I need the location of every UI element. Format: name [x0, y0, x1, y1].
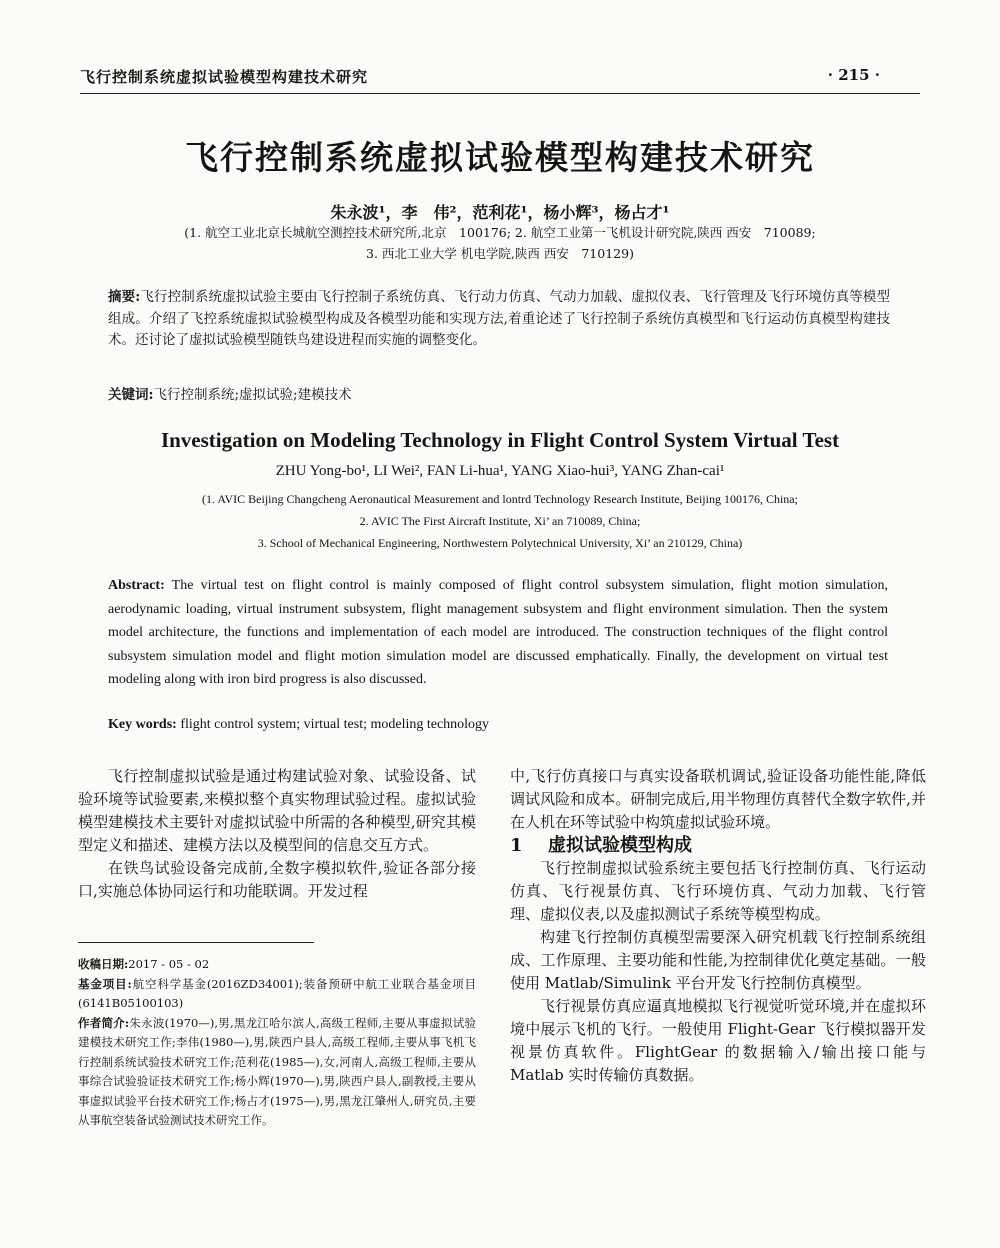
english-affiliation-line3: 3. School of Mechanical Engineering, Northwestern Polytechnical University, Xi’ an 210129, China)	[257, 536, 743, 550]
header-rule	[80, 93, 920, 94]
english-authors: ZHU Yong-bo¹, LI Wei², FAN Li-hua¹, YANG Xiao-hui³, YANG Zhan-cai¹	[275, 463, 725, 479]
chinese-authors: 朱永波¹，李 伟²，范利花¹，杨小辉³，杨占才¹	[330, 203, 670, 222]
received-text: 2017 - 05 - 02	[128, 957, 210, 971]
english-title: Investigation on Modeling Technology in Flight Control System Virtual Test	[160, 428, 840, 452]
english-abstract-text: The virtual test on flight control is mainly composed of flight control subsystem simulation, flight motion simulation, aerodynamic loading, virtual instrument subsystem, flight management subsystem and flight environment simulation. Then the system model architecture, the functions and implementation of each model are introduced. The construction techniques of the flight control subsystem simulation model and flight motion simulation model are discussed emphatically. Finally, the development on virtual test modeling along with iron bird progress is also discussed.	[108, 578, 889, 687]
fund-text: 航空科学基金(2016ZD34001);装备预研中航工业联合基金项目(6141B05100103)	[78, 976, 477, 1010]
body-paragraph: 中,飞行仿真接口与真实设备联机调试,验证设备功能性能,降低调试风险和成本。研制完成后,用半物理仿真替代全数字软件,并在人机在环等试验中构筑虚拟试验环境。	[510, 767, 926, 831]
page-number: · 215 ·	[827, 66, 880, 84]
chinese-title: 飞行控制系统虚拟试验模型构建技术研究	[185, 138, 815, 177]
chinese-abstract-text: 飞行控制系统虚拟试验主要由飞行控制子系统仿真、飞行动力仿真、气动力加载、虚拟仪表、飞行管理及飞行环境仿真等模型组成。介绍了飞控系统虚拟试验模型构成及各模型功能和实现方法,着重论述了飞行控制子系统仿真模型和飞行运动仿真模型构建技术。还讨论了虚拟试验模型随铁鸟建设进程而实施的调整变化。	[108, 289, 891, 348]
left-column	[78, 765, 476, 903]
bio-label: 作者简介:	[78, 1015, 130, 1030]
section-heading	[510, 834, 926, 857]
running-title: 飞行控制系统虚拟试验模型构建技术研究	[80, 68, 369, 86]
footnote-rule	[78, 942, 314, 943]
english-keywords-label: Key words:	[108, 717, 177, 732]
english-abstract	[108, 574, 888, 692]
english-affiliation-line2: 2. AVIC The First Aircraft Institute, Xi’ an 710089, China;	[359, 514, 641, 528]
author-bio	[78, 1014, 476, 1131]
received-label: 收稿日期:	[78, 957, 129, 971]
fund-info	[78, 975, 476, 1014]
english-affiliation-line1: (1. AVIC Beijing Changcheng Aeronautical Measurement and lontrd Technology Research Institute, Beijing 100176, China;	[202, 492, 798, 506]
bio-text: 朱永波(1970—),男,黑龙江哈尔滨人,高级工程师,主要从事虚拟试验建模技术研究工作;李伟(1980—),男,陕西户县人,高级工程师,主要从事飞机飞行控制系统试验技术研究工作;范利花(1985—),女,河南人,高级工程师,主要从事综合试验验证技术研究工作;杨小辉(1970—),男,陕西户县人,副教授,主要从事虚拟试验平台技术研究工作;杨占才(1975—),男,黑龙江肇州人,研究员,主要从事航空装备试验测试技术研究工作。	[78, 1015, 476, 1127]
right-column	[510, 765, 926, 1087]
english-keywords	[108, 717, 888, 733]
footnotes	[78, 955, 476, 1131]
chinese-keywords-label: 关键词:	[108, 387, 154, 403]
body-paragraph: 飞行控制虚拟试验系统主要包括飞行控制仿真、飞行运动仿真、飞行视景仿真、飞行环境仿真、气动力加载、飞行管理、虚拟仪表,以及虚拟测试子系统等模型构成。	[510, 859, 926, 923]
section-number: 1	[510, 835, 523, 856]
running-header	[80, 64, 940, 88]
chinese-abstract	[108, 287, 890, 352]
chinese-affiliation-line2: 3. 西北工业大学 机电学院,陕西 西安 710129)	[366, 246, 634, 261]
body-paragraph: 在铁鸟试验设备完成前,全数字模拟软件,验证各部分接口,实施总体协同运行和功能联调。开发过程	[78, 859, 476, 900]
body-paragraph: 飞行视景仿真应逼真地模拟飞行视觉听觉环境,并在虚拟环境中展示飞机的飞行。一般使用 Flight-Gear 飞行模拟器开发视景仿真软件。FlightGear 的数据输入/输出接口能与 Matlab 实时传输仿真数据。	[510, 997, 926, 1084]
received-date	[78, 955, 476, 975]
english-keywords-text: flight control system; virtual test; modeling technology	[180, 717, 490, 732]
body-paragraph: 构建飞行控制仿真模型需要深入研究机载飞行控制系统组成、工作原理、主要功能和性能,为控制律优化奠定基础。一般使用 Matlab/Simulink 平台开发飞行控制仿真模型。	[510, 928, 926, 992]
chinese-abstract-label: 摘要:	[108, 289, 141, 305]
body-paragraph: 飞行控制虚拟试验是通过构建试验对象、试验设备、试验环境等试验要素,来模拟整个真实物理试验过程。虚拟试验模型建模技术主要针对虚拟试验中所需的各种模型,研究其模型定义和描述、建模方法以及模型间的信息交互方式。	[78, 767, 476, 854]
chinese-keywords	[108, 383, 890, 403]
chinese-affiliation-line1: (1. 航空工业北京长城航空测控技术研究所,北京 100176; 2. 航空工业第一飞机设计研究院,陕西 西安 710089;	[184, 225, 816, 240]
chinese-keywords-text: 飞行控制系统;虚拟试验;建模技术	[153, 387, 352, 403]
english-abstract-label: Abstract:	[108, 578, 165, 593]
fund-label: 基金项目:	[78, 976, 132, 991]
section-title: 虚拟试验模型构成	[548, 835, 692, 856]
